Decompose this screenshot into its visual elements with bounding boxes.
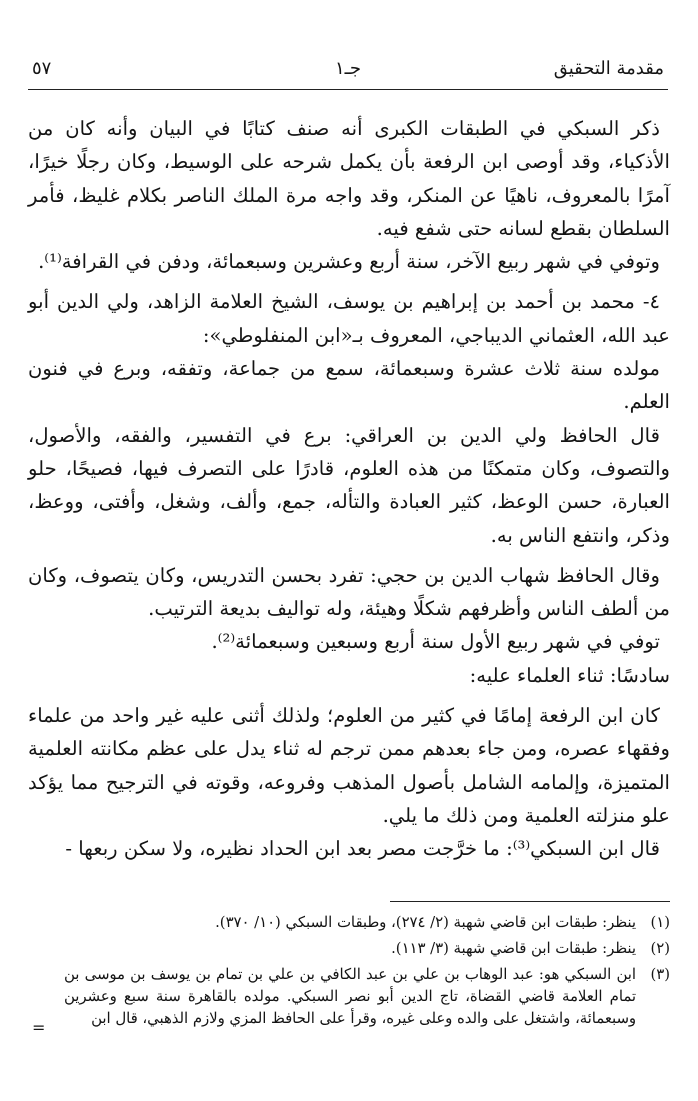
- paragraph: ذكر السبكي في الطبقات الكبرى أنه صنف كتابًا في البيان وأنه كان من الأذكياء، وقد أوصى ابن الرفعة بأن يكمل شرحه على الوسيط، وكان رجلًا خيرًا، آمرًا بالمعروف، ناهيًا عن المنكر، وقد واجه مرة الملك الناصر بكلام غليظ، فأمر السلطان بقطع لسانه حتى شفع فيه.: [28, 117, 670, 240]
- footnotes: [64, 912, 670, 1034]
- section-heading: سادسًا: ثناء العلماء عليه:: [469, 663, 670, 687]
- footnote-number: (٢): [650, 940, 670, 957]
- footnote-text: ابن السبكي هو: عبد الوهاب بن علي بن عبد الكافي بن علي بن تمام بن يوسف بن موسى بن تمام العلامة قاضي القضاة، تاج الدين أبو نصر السبكي. مولده بالقاهرة سنة سبع وعشرين وسبعمائة، واشتغل على والده وعلى غيره، وقرأ على الحافظ المزي ولازم الذهبي، قال ابن: [64, 966, 636, 1027]
- paragraph: توفي في شهر ربيع الأول سنة أربع وسبعين وسبعمائة⁽²⁾.: [211, 630, 660, 654]
- paragraph: كان ابن الرفعة إمامًا في كثير من العلوم؛ ولذلك أثنى عليه غير واحد من علماء وفقهاء عصره، ومن جاء بعدهم ممن ترجم له ثناء يدل على عظم مكانته العلمية المتميزة، وإلمامه الشامل بأصول المذهب وفروعه، وقوته في الترجيح مما يؤكد علو منزلته العلمية ومن ذلك ما يلي.: [28, 704, 670, 827]
- footnote-text: ينظر: طبقات ابن قاضي شهبة (٢/ ٢٧٤)، وطبقات السبكي (١٠/ ٣٧٠).: [215, 914, 636, 931]
- continuation-mark: =: [32, 1018, 46, 1037]
- paragraph: قال ابن السبكي⁽³⁾: ما خرَّجت مصر بعد ابن الحداد نظيره، ولا سكن ربعها -: [65, 837, 660, 861]
- page-number: ٥٧: [32, 58, 52, 79]
- footnote: [64, 912, 670, 934]
- header-rule: [28, 89, 668, 90]
- footnote: [64, 964, 670, 1030]
- main-text: [28, 112, 670, 866]
- volume-label: جـ١: [334, 58, 362, 79]
- footnote-text: ينظر: طبقات ابن قاضي شهبة (٣/ ١١٣).: [391, 940, 636, 957]
- page-header: [28, 56, 668, 90]
- paragraph: وتوفي في شهر ربيع الآخر، سنة أربع وعشرين وسبعمائة، ودفن في القرافة⁽¹⁾.: [38, 250, 660, 274]
- footnote-number: (١): [650, 914, 670, 931]
- biography-heading: ٤- محمد بن أحمد بن إبراهيم بن يوسف، الشيخ العلامة الزاهد، ولي الدين أبو عبد الله، العثماني الديباجي، المعروف بـ«ابن المنفلوطي»:: [28, 290, 670, 347]
- paragraph: قال الحافظ ولي الدين بن العراقي: برع في التفسير، والفقه، والأصول، والتصوف، وكان متمكنًا من هذه العلوم، قادرًا على التصرف فيها، فصيحًا، حلو العبارة، حسن الوعظ، كثير العبادة والتأله، جمع، وألف، وشغل، وأفتى، ووعظ، وذكر، وانتفع الناس به.: [28, 423, 670, 547]
- section-title: مقدمة التحقيق: [553, 58, 664, 79]
- footnote: [64, 938, 670, 960]
- footnote-number: (٣): [650, 966, 670, 983]
- footnote-rule: [390, 901, 670, 902]
- paragraph: مولده سنة ثلاث عشرة وسبعمائة، سمع من جماعة، وتفقه، وبرع في فنون العلم.: [28, 357, 670, 414]
- paragraph: وقال الحافظ شهاب الدين بن حجي: تفرد بحسن التدريس، وكان يتصوف، وكان من ألطف الناس وأظرفهم شكلًا وهيئة، وله تواليف بديعة الترتيب.: [28, 563, 670, 621]
